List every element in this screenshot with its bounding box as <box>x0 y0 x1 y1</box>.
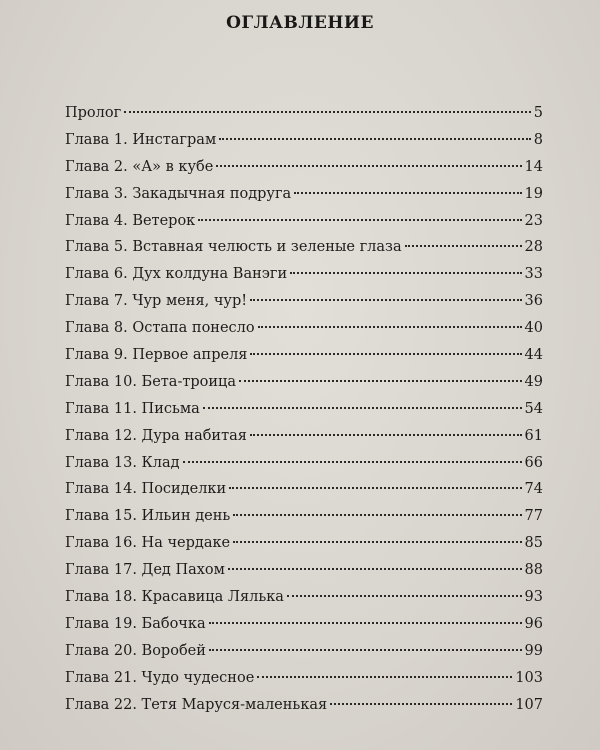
toc-entry <box>65 100 543 127</box>
toc-entry-page-number: 66 <box>524 454 543 471</box>
dot-leader <box>183 461 522 463</box>
toc-entry-label: Глава 12. Дура набитая <box>65 427 247 444</box>
toc-entry <box>65 476 543 503</box>
toc-entry-page-number: 74 <box>524 481 543 498</box>
dot-leader <box>250 353 521 355</box>
toc-entry-page-number: 99 <box>524 642 543 659</box>
dot-leader <box>229 487 521 489</box>
toc-entry-label: Глава 14. Посиделки <box>65 481 227 498</box>
toc-entry <box>65 557 543 584</box>
dot-leader <box>250 434 522 436</box>
dot-leader <box>258 326 522 328</box>
toc-entry <box>65 584 543 611</box>
toc-entry-page-number: 14 <box>524 158 543 175</box>
dot-leader <box>216 165 521 167</box>
toc-entry-page-number: 107 <box>515 696 543 713</box>
toc-entry-page-number: 93 <box>524 589 543 606</box>
dot-leader <box>250 299 521 301</box>
toc-entry <box>65 234 543 261</box>
toc-entry <box>65 127 543 154</box>
toc-entry <box>65 154 543 181</box>
toc-entry-page-number: 49 <box>524 373 543 390</box>
dot-leader <box>405 245 522 247</box>
dot-leader <box>209 649 522 651</box>
toc-entry-page-number: 8 <box>533 131 543 148</box>
toc-entry-label: Глава 11. Письма <box>65 400 200 417</box>
toc-entry-page-number: 61 <box>524 427 543 444</box>
toc-entry-page-number: 85 <box>524 535 543 552</box>
toc-entry-page-number: 5 <box>533 105 543 121</box>
toc-entry-page-number: 23 <box>524 212 543 229</box>
toc-entry-label: Глава 1. Инстаграм <box>65 131 217 148</box>
table-of-contents <box>65 100 543 718</box>
toc-entry-page-number: 96 <box>524 615 543 632</box>
toc-entry-label: Глава 10. Бета-троица <box>65 373 237 390</box>
toc-entry <box>65 503 543 530</box>
dot-leader <box>330 703 512 705</box>
toc-entry-label: Глава 9. Первое апреля <box>65 347 248 364</box>
toc-entry-page-number: 77 <box>524 508 543 525</box>
toc-entry <box>65 342 543 369</box>
dot-leader <box>287 595 522 597</box>
toc-entry-page-number: 28 <box>524 239 543 256</box>
toc-entry <box>65 369 543 396</box>
toc-entry-label: Глава 18. Красавица Лялька <box>65 589 284 606</box>
toc-entry-page-number: 54 <box>524 400 543 417</box>
toc-entry-label: Глава 4. Ветерок <box>65 212 196 229</box>
toc-entry-label: Глава 7. Чур меня, чур! <box>65 293 248 310</box>
toc-entry-page-number: 33 <box>524 266 543 283</box>
toc-entry <box>65 450 543 477</box>
dot-leader <box>219 138 531 140</box>
toc-entry-label: Глава 21. Чудо чудесное <box>65 669 255 686</box>
toc-entry-page-number: 88 <box>524 562 543 579</box>
toc-entry-page-number: 103 <box>515 669 543 686</box>
dot-leader <box>233 514 521 516</box>
toc-entry <box>65 288 543 315</box>
toc-entry-label: Глава 3. Закадычная подруга <box>65 185 292 202</box>
toc-entry <box>65 530 543 557</box>
toc-entry-label: Глава 16. На чердаке <box>65 535 231 552</box>
toc-entry-page-number: 36 <box>524 293 543 310</box>
toc-entry-label: Глава 6. Дух колдуна Ванэги <box>65 266 288 283</box>
toc-entry <box>65 261 543 288</box>
toc-entry-label: Глава 5. Вставная челюсть и зеленые глаза <box>65 239 402 256</box>
dot-leader <box>198 219 521 221</box>
dot-leader <box>124 111 531 113</box>
toc-entry-label: Глава 19. Бабочка <box>65 615 206 632</box>
dot-leader <box>203 407 522 409</box>
toc-entry-label: Глава 17. Дед Пахом <box>65 562 225 579</box>
toc-entry <box>65 315 543 342</box>
toc-entry <box>65 638 543 665</box>
toc-entry <box>65 396 543 423</box>
dot-leader <box>294 192 521 194</box>
toc-entry-label: Глава 22. Тетя Маруся-маленькая <box>65 696 328 713</box>
toc-entry-label: Глава 20. Воробей <box>65 642 206 659</box>
toc-entry-page-number: 40 <box>524 320 543 337</box>
toc-entry-label: Глава 13. Клад <box>65 454 180 471</box>
dot-leader <box>233 541 521 543</box>
dot-leader <box>239 380 522 382</box>
toc-entry-label: Пролог <box>65 105 122 121</box>
toc-entry-page-number: 44 <box>524 347 543 364</box>
toc-entry <box>65 665 543 692</box>
dot-leader <box>290 272 521 274</box>
toc-entry <box>65 423 543 450</box>
dot-leader <box>257 676 512 678</box>
dot-leader <box>209 622 522 624</box>
toc-entry <box>65 181 543 208</box>
toc-entry-page-number: 19 <box>524 185 543 202</box>
toc-entry <box>65 611 543 638</box>
toc-entry-label: Глава 2. «А» в кубе <box>65 158 214 175</box>
page-title: ОГЛАВЛЕНИЕ <box>226 13 374 33</box>
toc-entry <box>65 692 543 719</box>
dot-leader <box>228 568 522 570</box>
toc-entry-label: Глава 15. Ильин день <box>65 508 231 525</box>
toc-entry-label: Глава 8. Остапа понесло <box>65 320 255 337</box>
toc-entry <box>65 208 543 235</box>
